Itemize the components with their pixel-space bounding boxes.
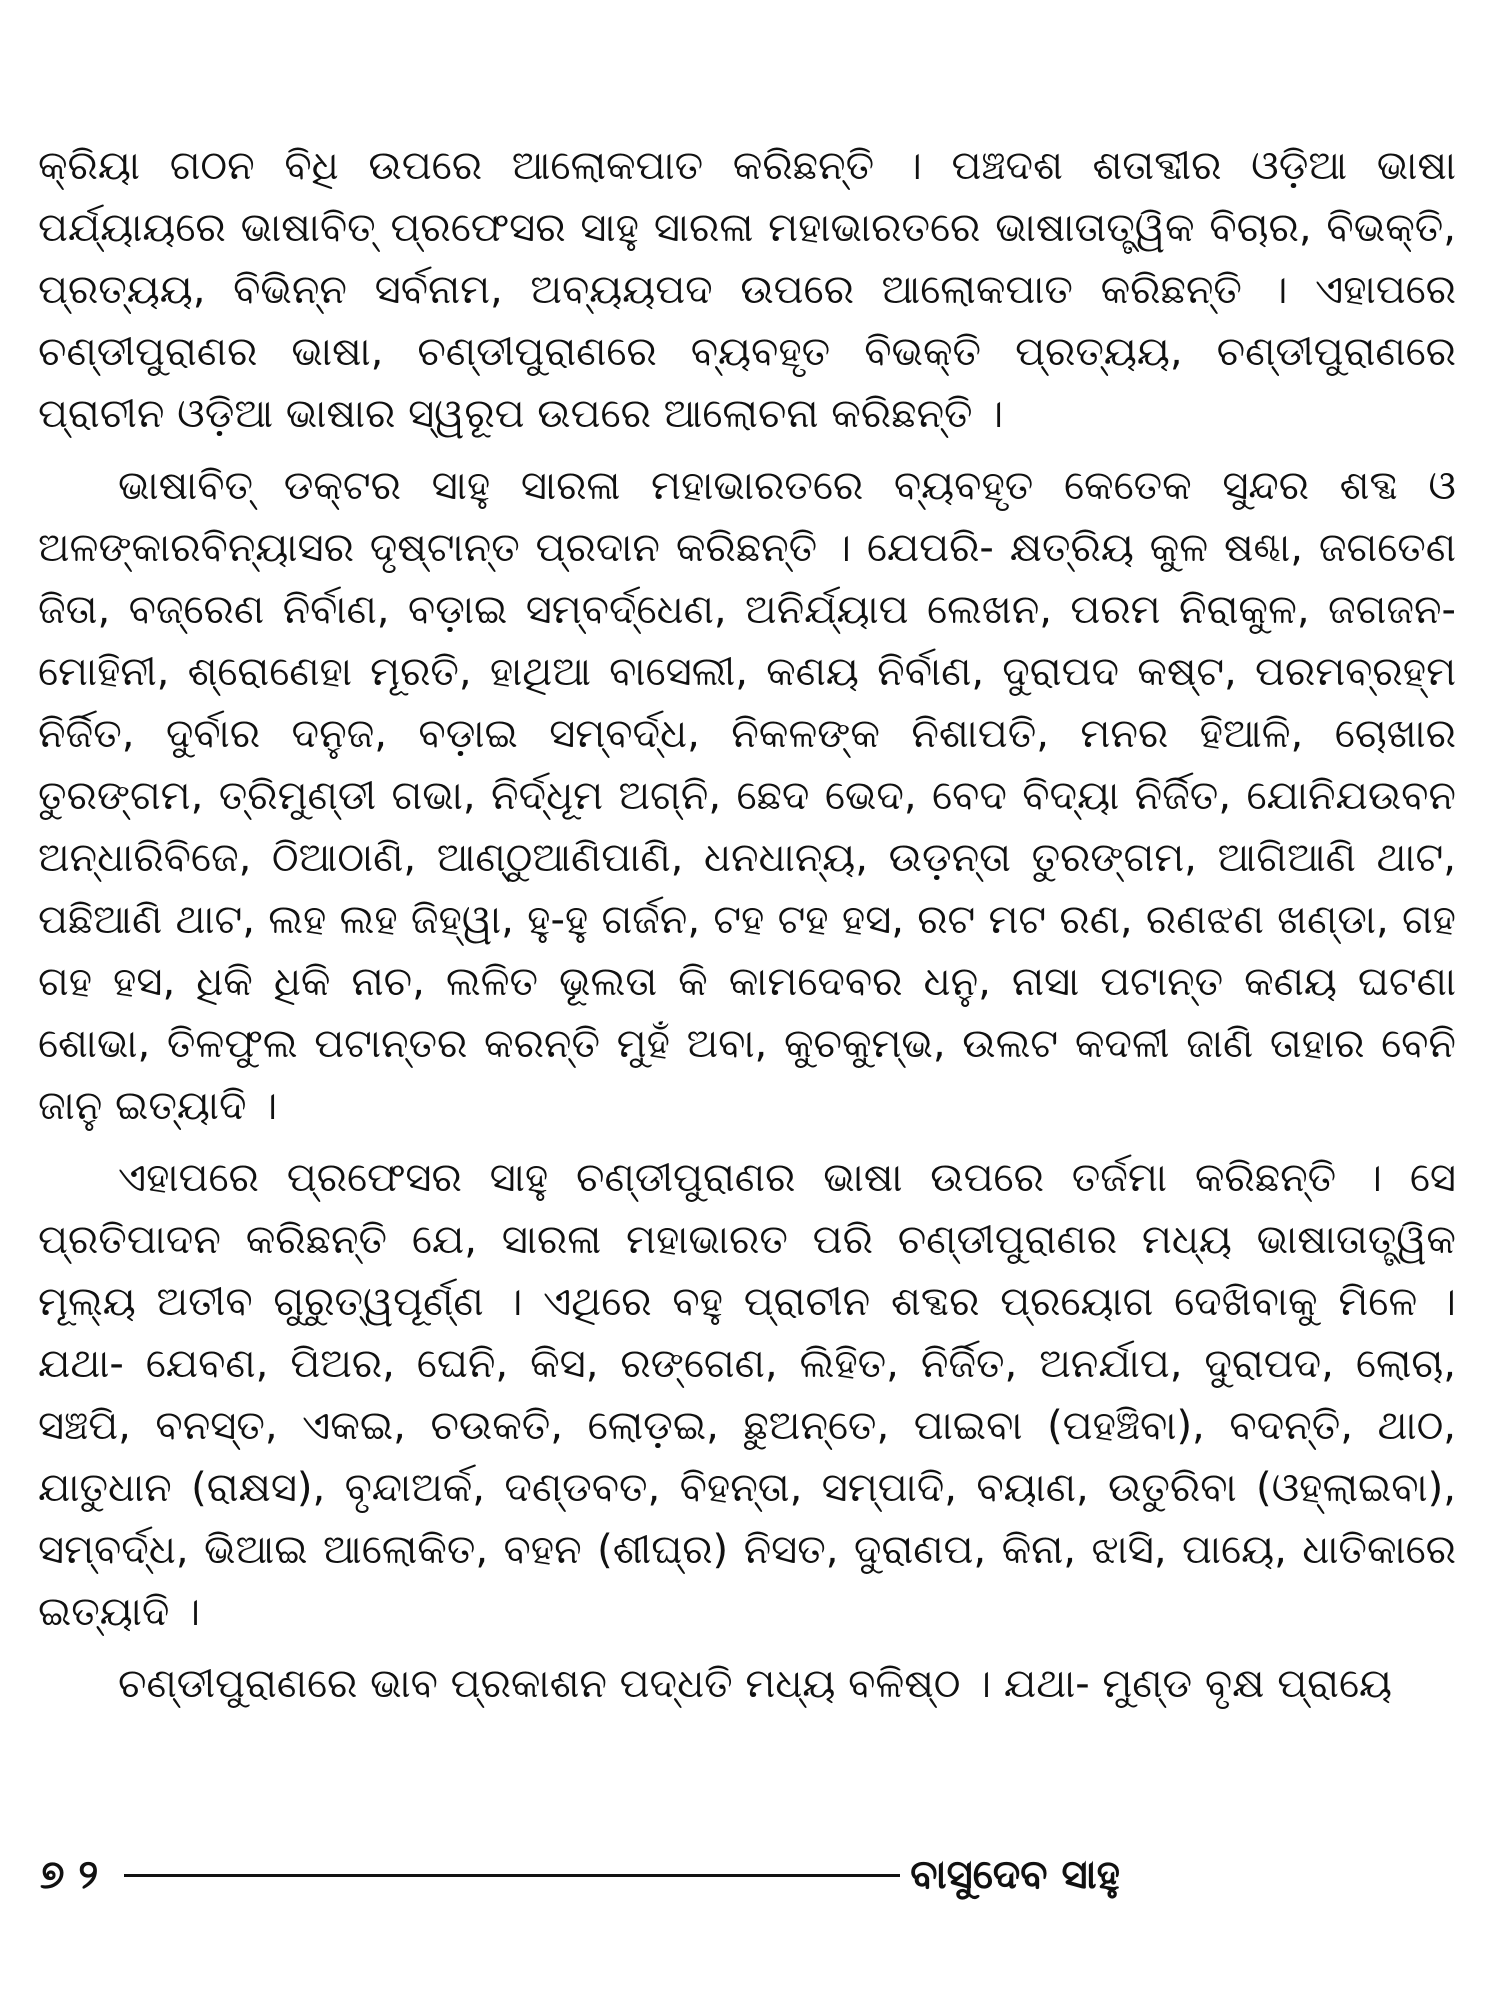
paragraph-4: ଚଣ୍ଡୀପୁରାଣରେ ଭାବ ପ୍ରକାଶନ ପଦ୍ଧତି ମଧ୍ୟ ବଳିଷ୍ଠ । ଯଥା- ମୁଣ୍ଡ ବୃକ୍ଷ ପ୍ରାୟେ [118,1661,1392,1707]
footer-divider [124,1874,900,1877]
author-name: ବାସୁଦେବ ସାହୁ [910,1852,1120,1898]
page-footer [40,1845,1120,1905]
paragraph-1: କ୍ରିୟା ଗଠନ ବିଧି ଉପରେ ଆଲୋକପାତ କରିଛନ୍ତି । ପଞ୍ଚଦଶ ଶତାବ୍ଦୀର ଓଡ଼ିଆ ଭାଷା ପର୍ଯ୍ୟାୟରେ ଭାଷାବିତ୍ ପ୍ରଫେସର ସାହୁ ସାରଳା ମହାଭାରତରେ ଭାଷାତାତ୍ତ୍ୱିକ ବିଚାର, ବିଭକ୍ତି, ପ୍ରତ୍ୟୟ, ବିଭିନ୍ନ ସର୍ବନାମ, ଅବ୍ୟୟପଦ ଉପରେ ଆଲୋକପାତ କରିଛନ୍ତି । ଏହାପରେ ଚଣ୍ଡୀପୁରାଣର ଭାଷା, ଚଣ୍ଡୀପୁରାଣରେ ବ୍ୟବହୃତ ବିଭକ୍ତି ପ୍ରତ୍ୟୟ, ଚଣ୍ଡୀପୁରାଣରେ ପ୍ରାଚୀନ ଓଡ଼ିଆ ଭାଷାର ସ୍ୱରୂପ ଉପରେ ଆଲୋଚନା କରିଛନ୍ତି । [38,143,1456,437]
paragraph-2: ଭାଷାବିତ୍ ଡକ୍ଟର ସାହୁ ସାରଳା ମହାଭାରତରେ ବ୍ୟବହୃତ କେତେକ ସୁନ୍ଦର ଶବ୍ଦ ଓ ଅଳଙ୍କାରବିନ୍ୟାସର ଦୃଷ୍ଟାନ୍ତ ପ୍ରଦାନ କରିଛନ୍ତି । ଯେପରି- କ୍ଷତ୍ରିୟ କୁଳ ଷଣ୍ଢା, ଜଗତେଣ ଜିତା, ବଜ୍ରେଣ ନିର୍ବାଣ, ବଡ଼ାଇ ସମ୍ବର୍ଦ୍ଧେଣ, ଅନିର୍ଯ୍ୟାପ ଲେଖନ, ପରମ ନିରାକୁଳ, ଜଗଜନ-ମୋହିନୀ, ଶ୍ରୋଣେହା ମୂରତି, ହାଥିଆ ବାସେଲୀ, କଣୟ ନିର୍ବାଣ, ଦୁରାପଦ କଷ୍ଟ, ପରମବ୍ରହ୍ମ ନିର୍ଜିତ, ଦୁର୍ବାର ଦନୁଜ, ବଡ଼ାଇ ସମ୍ବର୍ଦ୍ଧ, ନିକଳଙ୍କ ନିଶାପତି, ମନର ହିଆଳି, ଚୋଖାର ତୁରଙ୍ଗମ, ତ୍ରିମୁଣ୍ଡୀ ଗଭା, ନିର୍ଦ୍ଧୂମ ଅଗ୍ନି, ଛେଦ ଭେଦ, ବେଦ ବିଦ୍ୟା ନିର୍ଜିତ, ଯୋନିଯଉବନ ଅନ୍ଧାରିବିଜେ, ଠିଆଠାଣି, ଆଣ୍ଠୁଆଣିପାଣି, ଧନଧାନ୍ୟ, ଉଡ଼ନ୍ତା ତୁରଙ୍ଗମ, ଆଗିଆଣି ଥାଟ, ପଛିଆଣି ଥାଟ, ଲହ ଲହ ଜିହ୍ୱା, ହୁ-ହୁ ଗର୍ଜନ, ଟହ ଟହ ହସ, ରଟ ମଟ ରଣ, ରଣଝଣ ଖଣ୍ଡା, ଗହ ଗହ ହସ, ଧିକି ଧିକି ନାଚ, ଲଳିତ ଭୂଲତା କି କାମଦେବର ଧନୁ, ନାସା ପଟାନ୍ତ କଣୟ ଘଟଣା ଶୋଭା, ତିଳଫୁଲ ପଟାନ୍ତର କରନ୍ତି ମୁହଁ ଅବା, କୁଚକୁମ୍ଭ, ଉଲଟ କଦଳୀ ଜାଣି ତାହାର ବେନି ଜାନୁ ଇତ୍ୟାଦି । [38,463,1456,1129]
body-text [38,135,1456,1715]
page-number: ୭ ୨ [40,1852,99,1898]
paragraph-3: ଏହାପରେ ପ୍ରଫେସର ସାହୁ ଚଣ୍ଡୀପୁରାଣର ଭାଷା ଉପରେ ତର୍ଜମା କରିଛନ୍ତି । ସେ ପ୍ରତିପାଦନ କରିଛନ୍ତି ଯେ, ସାରଳା ମହାଭାରତ ପରି ଚଣ୍ଡୀପୁରାଣର ମଧ୍ୟ ଭାଷାତାତ୍ତ୍ୱିକ ମୂଲ୍ୟ ଅତୀବ ଗୁରୁତ୍ୱପୂର୍ଣ୍ଣ । ଏଥିରେ ବହୁ ପ୍ରାଚୀନ ଶବ୍ଦର ପ୍ରୟୋଗ ଦେଖିବାକୁ ମିଳେ । ଯଥା- ଯେବଣ, ପିଅର, ଘେନି, କିସ, ରଙ୍ଗେଣ, ଲିହିତ, ନିର୍ଜିତ, ଅନର୍ଯାପ, ଦୁରାପଦ, ଲୋଚା, ସଞ୍ଚପି, ବନସ୍ତ, ଏକଇ, ଚଉକତି, ଲୋଡ଼ଇ, ଛୁଅନ୍ତେ, ପାଇବା (ପହଞ୍ଚିବା), ବଦନ୍ତି, ଥାଠ, ଯାତୁଧାନ (ରାକ୍ଷସ), ବୃନ୍ଦାଅର୍କ, ଦଣ୍ଡବତ, ବିହନ୍ତା, ସମ୍ପାଦି, ବୟାଣ, ଉତୁରିବା (ଓହ୍ଲାଇବା), ସମ୍ବର୍ଦ୍ଧ, ଭିଆଇ ଆଲୋକିତ, ବହନ (ଶୀଘ୍ର) ନିସତ, ଦୁରାଣପ, କିନା, ଝାସି, ପାୟେ, ଧାତିକାରେ ଇତ୍ୟାଦି । [38,1155,1456,1635]
